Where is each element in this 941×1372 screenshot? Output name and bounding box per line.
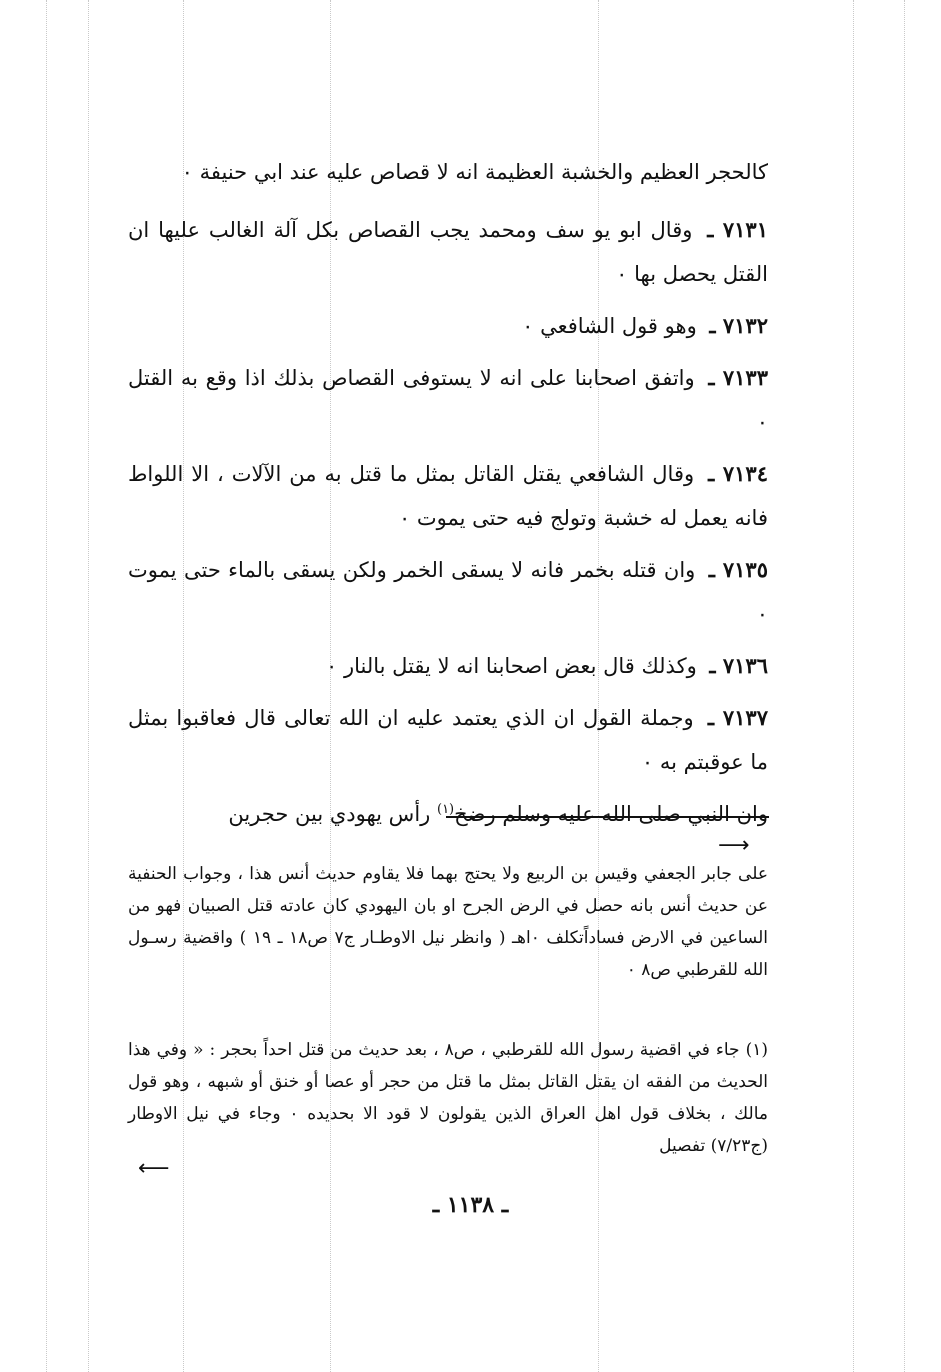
paragraph-number: ٧١٣٧ ـ [707,705,768,730]
continuation-arrow-icon: ⟶ [718,833,750,858]
footnote-continued: على جابر الجعفي وقيس بن الربيع ولا يحتج بهما فلا يقاوم حديث أنس هذا ، وجواب الحنفية عن حديث أنس بانه حصل في الرض الجرح او بان اليهودي كان عادته قتل الصبيان فهو من الساعين في الارض فساداًتكلف ٠اهـ ( وانظر نيل الاوطـار ج٧ ص١٨ ـ ١٩ ) واقضية رسـول الله للقرطبي ص٨ ٠ [128,864,768,980]
paragraph-number: ٧١٣٣ ـ [708,365,768,390]
paragraph-text: وان قتله بخمر فانه لا يسقى الخمر ولكن يسقى بالماء حتى يموت ٠ [128,558,768,626]
paragraph [128,208,768,296]
paragraph-text: كالحجر العظيم والخشبة العظيمة انه لا قصاص عليه عند ابي حنيفة ٠ [181,160,768,184]
scan-guide-line [853,0,854,1372]
scan-guide-line [88,0,89,1372]
paragraph-text: وقال ابو يو سف ومحمد يجب القصاص بكل آلة الغالب عليها ان القتل يحصل بها ٠ [128,218,768,286]
paragraph-text: وكذلك قال بعض اصحابنا انه لا يقتل بالنار ٠ [326,654,697,678]
paragraph [128,452,768,540]
scan-guide-line [46,0,47,1372]
paragraph [128,644,768,688]
paragraph-number: ٧١٣٤ ـ [708,461,768,486]
paragraph-number: ٧١٣٥ ـ [708,557,768,582]
paragraph [128,696,768,784]
paragraph-text: وقال الشافعي يقتل القاتل بمثل ما قتل به من الآلات ، الا اللواط فانه يعمل له خشبة وتولج فيه حتى يموت ٠ [128,462,768,530]
footnote-separator [446,816,769,818]
paragraph-text: واتفق اصحابنا على انه لا يستوفى القصاص بذلك اذا وقع به القتل ٠ [128,366,768,434]
page-number: ـ ١١٣٨ ـ [432,1192,509,1218]
paragraph-number: ٧١٣٢ ـ [709,313,768,338]
main-text [128,150,768,844]
paragraph-text: وهو قول الشافعي ٠ [522,314,697,338]
last-line-text: وان النبي صلى الله عليه وسلم رضخ [454,802,768,826]
paragraph-number: ٧١٣٦ ـ [709,653,768,678]
footnote-reference: (١) [436,802,455,817]
paragraph [128,356,768,444]
paragraph-number: ٧١٣١ ـ [707,217,768,242]
continuation-arrow-icon: ⟵ [138,1156,170,1181]
paragraph [128,548,768,636]
last-line-text-end: رأس يهودي بين حجرين [228,802,437,826]
last-line [128,792,768,836]
paragraph [128,304,768,348]
footnote-1: (١) جاء في اقضية رسول الله للقرطبي ، ص٨ ، بعد حديث من قتل احداً بحجر : « وفي هذا الحديث من الفقه ان يقتل القاتل بمثل ما قتل من حجر أو عصا أو خنق أو شبهه ، وهو قول مالك ، بخلاف قول اهل العراق الذين يقولون لا قود الا بحديده ٠ وجاء في نيل الاوطار (ج٧/٢٣) تفصيل [128,1040,768,1156]
scan-guide-line [904,0,905,1372]
paragraph [128,150,768,194]
paragraph-text: وجملة القول ان الذي يعتمد عليه ان الله تعالى قال فعاقبوا بمثل ما عوقبتم به ٠ [128,706,768,774]
